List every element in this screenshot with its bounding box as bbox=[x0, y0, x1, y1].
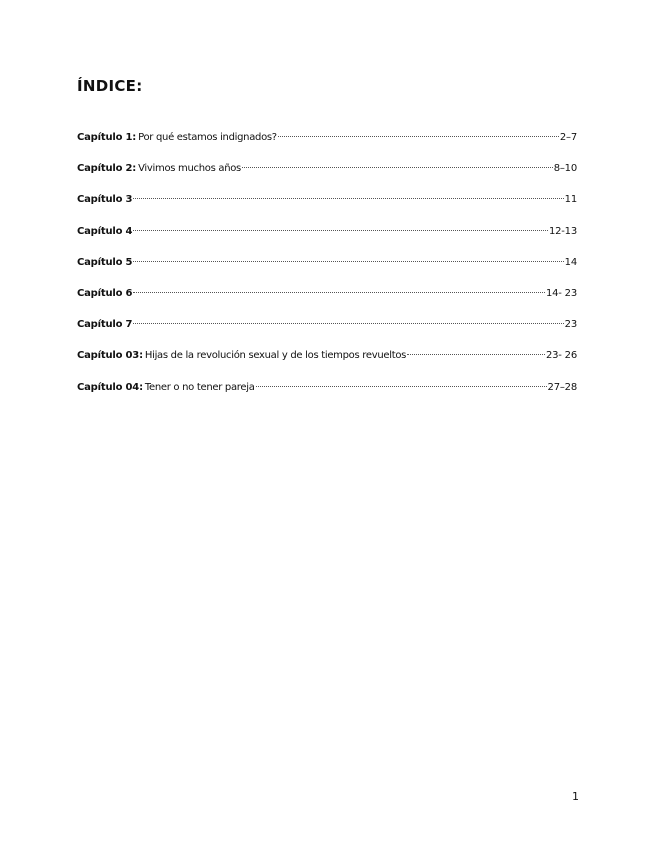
table-of-contents bbox=[77, 130, 577, 411]
toc-chapter-label: Capítulo 1: bbox=[77, 132, 137, 143]
toc-chapter-label: Capítulo 5 bbox=[77, 256, 133, 268]
index-title: ÍNDICE: bbox=[77, 77, 143, 95]
toc-dot-leader bbox=[133, 323, 563, 324]
toc-page-range: 14 bbox=[564, 256, 577, 268]
toc-entry-1 bbox=[77, 130, 577, 161]
toc-entry-5 bbox=[77, 255, 577, 286]
toc-page-range: 14- 23 bbox=[545, 287, 577, 299]
toc-page-range: 2–7 bbox=[559, 132, 577, 143]
toc-dot-leader bbox=[133, 198, 563, 199]
toc-chapter-subtitle: Tener o no tener pareja bbox=[144, 381, 255, 393]
toc-dot-leader bbox=[407, 354, 545, 355]
toc-entry-6 bbox=[77, 286, 577, 317]
toc-entry-2 bbox=[77, 161, 577, 192]
toc-entry-9 bbox=[77, 380, 577, 411]
toc-chapter-subtitle: Por qué estamos indignados? bbox=[138, 132, 277, 143]
toc-chapter-label: Capítulo 04: bbox=[77, 381, 143, 393]
toc-page-range: 23- 26 bbox=[545, 350, 577, 362]
toc-chapter-label: Capítulo 03: bbox=[77, 350, 143, 362]
toc-entry-8 bbox=[77, 348, 577, 379]
toc-chapter-label: Capítulo 6 bbox=[77, 287, 133, 299]
toc-chapter-label: Capítulo 4 bbox=[77, 225, 133, 237]
toc-page-range: 11 bbox=[564, 194, 577, 206]
toc-chapter-subtitle: Hijas de la revolución sexual y de los tiempos revueltos bbox=[144, 350, 407, 362]
toc-entry-4 bbox=[77, 224, 577, 255]
toc-dot-leader bbox=[242, 167, 553, 168]
toc-page-range: 23 bbox=[564, 319, 577, 331]
toc-entry-7 bbox=[77, 317, 577, 348]
toc-dot-leader bbox=[278, 136, 559, 137]
toc-chapter-subtitle: Vivimos muchos años bbox=[138, 163, 241, 175]
toc-dot-leader bbox=[133, 261, 563, 262]
toc-dot-leader bbox=[256, 386, 547, 387]
toc-chapter-label: Capítulo 2: bbox=[77, 163, 137, 175]
toc-dot-leader bbox=[133, 292, 545, 293]
toc-dot-leader bbox=[133, 230, 548, 231]
toc-page-range: 27–28 bbox=[547, 381, 577, 393]
toc-chapter-label: Capítulo 3 bbox=[77, 194, 133, 206]
toc-page-range: 8–10 bbox=[553, 163, 577, 175]
page-number: 1 bbox=[572, 790, 579, 803]
toc-entry-3 bbox=[77, 192, 577, 223]
toc-page-range: 12-13 bbox=[548, 225, 577, 237]
toc-chapter-label: Capítulo 7 bbox=[77, 319, 133, 331]
